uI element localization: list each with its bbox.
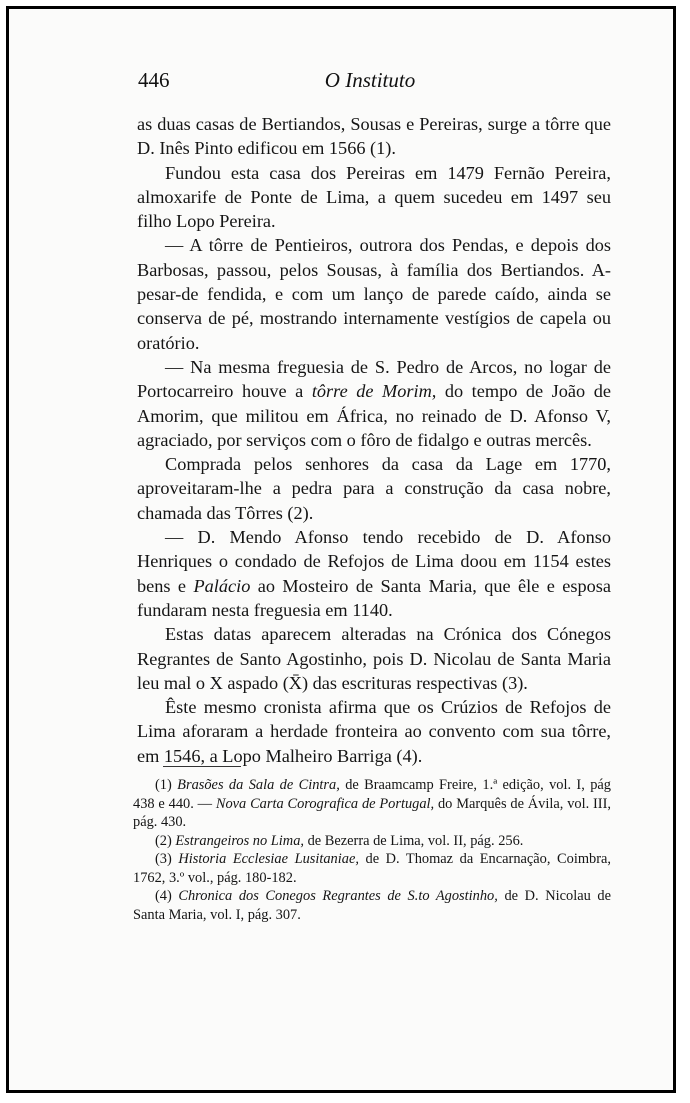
- footnote-1-number: (1): [155, 777, 178, 793]
- paragraph-4-italic: tôrre de Morim,: [311, 381, 437, 402]
- footnote-3-number: (3): [155, 851, 179, 867]
- footnote-2-title: Estrangeiros no Lima,: [175, 832, 304, 849]
- running-title: O Instituto: [324, 68, 416, 92]
- footnote-1-end: do Marquês de Ávila, vol. III, pág. 430.: [133, 795, 611, 830]
- footnote-4-end: de D. Nicolau de Santa Maria, vol. I, pág. 307.: [133, 888, 611, 923]
- footnote-1-mid: de Braamcamp Freire, 1.ª edição, vol. I, pág 438 e 440. —: [133, 777, 611, 812]
- paragraph-4-text-b: do tempo de João de Amorim, que militou em África, no reinado de D. Afonso V, agraciado, por serviços com o fôro de fidalgo e outras mercês.: [137, 381, 611, 450]
- footnote-1-title-2: Nova Carta Corografica de Portugal,: [215, 795, 435, 812]
- page-number: 446: [138, 68, 170, 92]
- paragraph-3: — A tôrre de Pentieiros, outrora dos Pendas, e depois dos Barbosas, passou, pelos Sousas, à família dos Bertiandos. A-pesar-de fendida, e com um lanço de parede caído, ainda se conserva de pé, mostrando internamente vestígios de capela ou oratório.: [137, 235, 611, 353]
- paragraph-6-italic: Palácio: [193, 575, 251, 596]
- footnote-2-end: de Bezerra de Lima, vol. II, pág. 256.: [304, 832, 524, 849]
- footnote-1: [133, 776, 611, 832]
- paragraph-5: Comprada pelos senhores da casa da Lage em 1770, aproveitaram-lhe a pedra para a construção da casa nobre, chamada das Tôrres (2).: [137, 454, 611, 523]
- paragraph-4-text-a: — Na mesma freguesia de S. Pedro de Arcos, no logar de Portocarreiro houve a: [137, 356, 611, 402]
- footnote-2: [133, 832, 611, 851]
- paragraph-1: as duas casas de Bertiandos, Sousas e Pereiras, surge a tôrre que D. Inês Pinto edificou em 1566 (1).: [137, 114, 611, 159]
- paragraph-6-text-a: — D. Mendo Afonso tendo recebido de D. Afonso Henriques o condado de Refojos de Lima doou em 1154 estes bens e: [137, 527, 611, 596]
- paragraph-7: Estas datas aparecem alteradas na Crónica dos Cónegos Regrantes de Santo Agostinho, pois D. Nicolau de Santa Maria leu mal o X aspado (X̄) das escrituras respectivas (3).: [137, 624, 611, 693]
- paragraph-4: [137, 355, 611, 452]
- footnote-3-title: Historia Ecclesiae Lusitaniae,: [178, 851, 359, 867]
- paragraph-6-text-b: ao Mosteiro de Santa Maria, que êle e esposa fundaram nesta freguesia em 1140.: [137, 575, 612, 620]
- footnote-1-title: Brasões da Sala de Cintra,: [177, 777, 340, 793]
- footnote-2-number: (2): [155, 832, 176, 849]
- paragraph-2: Fundou esta casa dos Pereiras em 1479 Fernão Pereira, almoxarife de Ponte de Lima, a quem sucedeu em 1497 seu filho Lopo Pereira.: [137, 162, 611, 232]
- footnote-3: [133, 850, 611, 887]
- footnote-4-title: Chronica dos Conegos Regrantes de S.to Agostinho,: [178, 888, 498, 904]
- footnotes: [133, 776, 611, 924]
- page-header: [130, 68, 610, 98]
- footnote-4: [133, 887, 611, 924]
- main-text: [137, 112, 611, 768]
- paragraph-6: [137, 525, 611, 622]
- footnote-divider: [163, 766, 241, 767]
- footnote-3-end: de D. Thomaz da Encarnação, Coimbra, 1762, 3.º vol., pág. 180-182.: [133, 851, 611, 886]
- footnote-4-number: (4): [155, 888, 179, 904]
- paragraph-8: Êste mesmo cronista afirma que os Crúzios de Refojos de Lima aforaram a herdade fronteira ao convento com sua tôrre, em 1546, a Lopo Malheiro Barriga (4).: [137, 697, 611, 766]
